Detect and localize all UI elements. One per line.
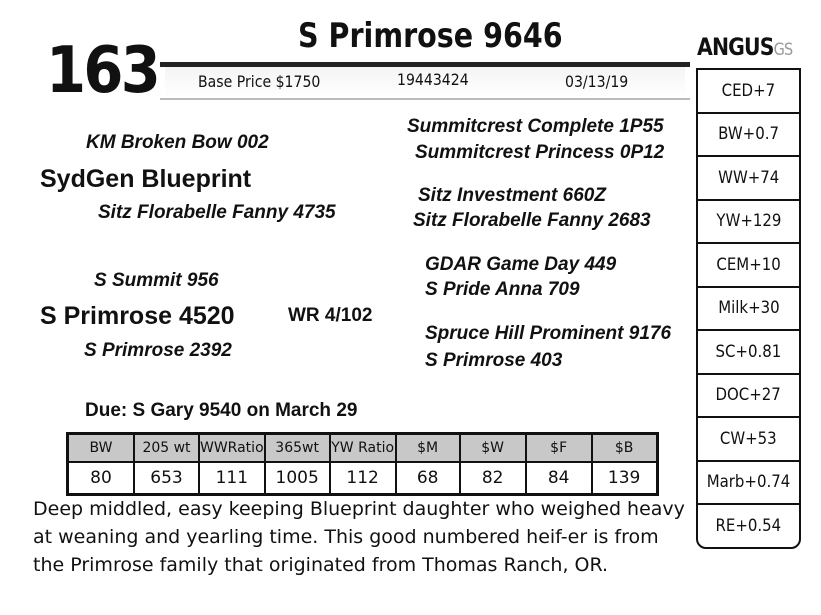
epd-value: BW+0.7 — [718, 124, 779, 145]
table-cell: 84 — [526, 462, 592, 495]
dam: S Primrose 4520 — [40, 302, 235, 330]
pedigree-right-5: GDAR Game Day 449 — [425, 254, 617, 275]
table-header: $B — [592, 434, 658, 463]
performance-table — [66, 432, 659, 496]
epd-yw — [698, 201, 799, 245]
pedigree-right-3: Sitz Investment 660Z — [418, 185, 606, 206]
pedigree-right-1: Summitcrest Complete 1P55 — [407, 116, 664, 137]
registration-number: 19443424 — [397, 70, 469, 89]
epd-sc — [698, 331, 799, 375]
table-header: 365wt — [265, 434, 330, 463]
epd-ced — [698, 70, 799, 114]
table-header-row — [68, 434, 658, 463]
table-row — [68, 462, 658, 495]
epd-value: RE+0.54 — [715, 515, 782, 536]
table-header: YW Ratio — [330, 434, 396, 463]
table-cell: 80 — [68, 462, 135, 495]
table-cell: 139 — [592, 462, 658, 495]
table-cell: 653 — [134, 462, 199, 495]
epd-bw — [698, 114, 799, 158]
table-header: 205 wt — [134, 434, 199, 463]
table-header: $F — [526, 434, 592, 463]
dam-dam: S Primrose 2392 — [84, 340, 232, 361]
epd-value: SC+0.81 — [715, 341, 782, 362]
table-header: BW — [68, 434, 135, 463]
epd-cw — [698, 418, 799, 462]
angus-gs-logo — [697, 33, 792, 61]
epd-value: CEM+10 — [716, 254, 781, 275]
epd-value: Marb+0.74 — [706, 472, 791, 493]
table-cell: 111 — [199, 462, 265, 495]
table-header: WWRatio — [199, 434, 265, 463]
sire-dam: Sitz Florabelle Fanny 4735 — [98, 202, 336, 223]
epd-value: YW+129 — [715, 211, 782, 232]
pedigree-right-7: Spruce Hill Prominent 9176 — [425, 323, 672, 344]
sire: SydGen Blueprint — [40, 165, 252, 193]
animal-name: S Primrose 9646 — [298, 16, 563, 56]
logo-sub: GS — [773, 40, 793, 60]
dam-ratio: WR 4/102 — [288, 305, 373, 326]
description: Deep middled, easy keeping Blueprint daughter who weighed heavy at weaning and yearling time. This good numbered heif-er is from the Primrose family that originated from Thomas Ranch, OR. — [33, 498, 685, 576]
header-bottom-rule — [160, 98, 690, 100]
pedigree-right-8: S Primrose 403 — [425, 350, 563, 371]
epd-column — [696, 68, 801, 549]
table-header: $W — [460, 434, 526, 463]
due-date: Due: S Gary 9540 on March 29 — [85, 400, 358, 421]
epd-marb — [698, 462, 799, 506]
table-cell: 112 — [330, 462, 396, 495]
epd-value: Milk+30 — [717, 298, 780, 319]
pedigree-right-6: S Pride Anna 709 — [425, 279, 580, 300]
epd-value: CW+53 — [720, 428, 777, 449]
table-cell: 1005 — [265, 462, 330, 495]
epd-cem — [698, 244, 799, 288]
sire-sire: KM Broken Bow 002 — [86, 132, 269, 153]
table-cell: 82 — [460, 462, 526, 495]
epd-ww — [698, 157, 799, 201]
pedigree-right-2: Summitcrest Princess 0P12 — [415, 142, 665, 163]
dam-sire: S Summit 956 — [94, 270, 219, 291]
birth-date: 03/13/19 — [565, 72, 629, 91]
epd-doc — [698, 375, 799, 419]
epd-value: DOC+27 — [715, 385, 782, 406]
table-header: $M — [396, 434, 460, 463]
table-cell: 68 — [396, 462, 460, 495]
epd-value: WW+74 — [717, 167, 780, 188]
lot-number: 163 — [46, 34, 159, 108]
epd-milk — [698, 288, 799, 332]
pedigree-right-4: Sitz Florabelle Fanny 2683 — [413, 210, 651, 231]
epd-re — [698, 505, 799, 547]
logo-main: ANGUS — [697, 33, 774, 61]
epd-value: CED+7 — [721, 80, 776, 101]
base-price: Base Price $1750 — [198, 72, 321, 91]
